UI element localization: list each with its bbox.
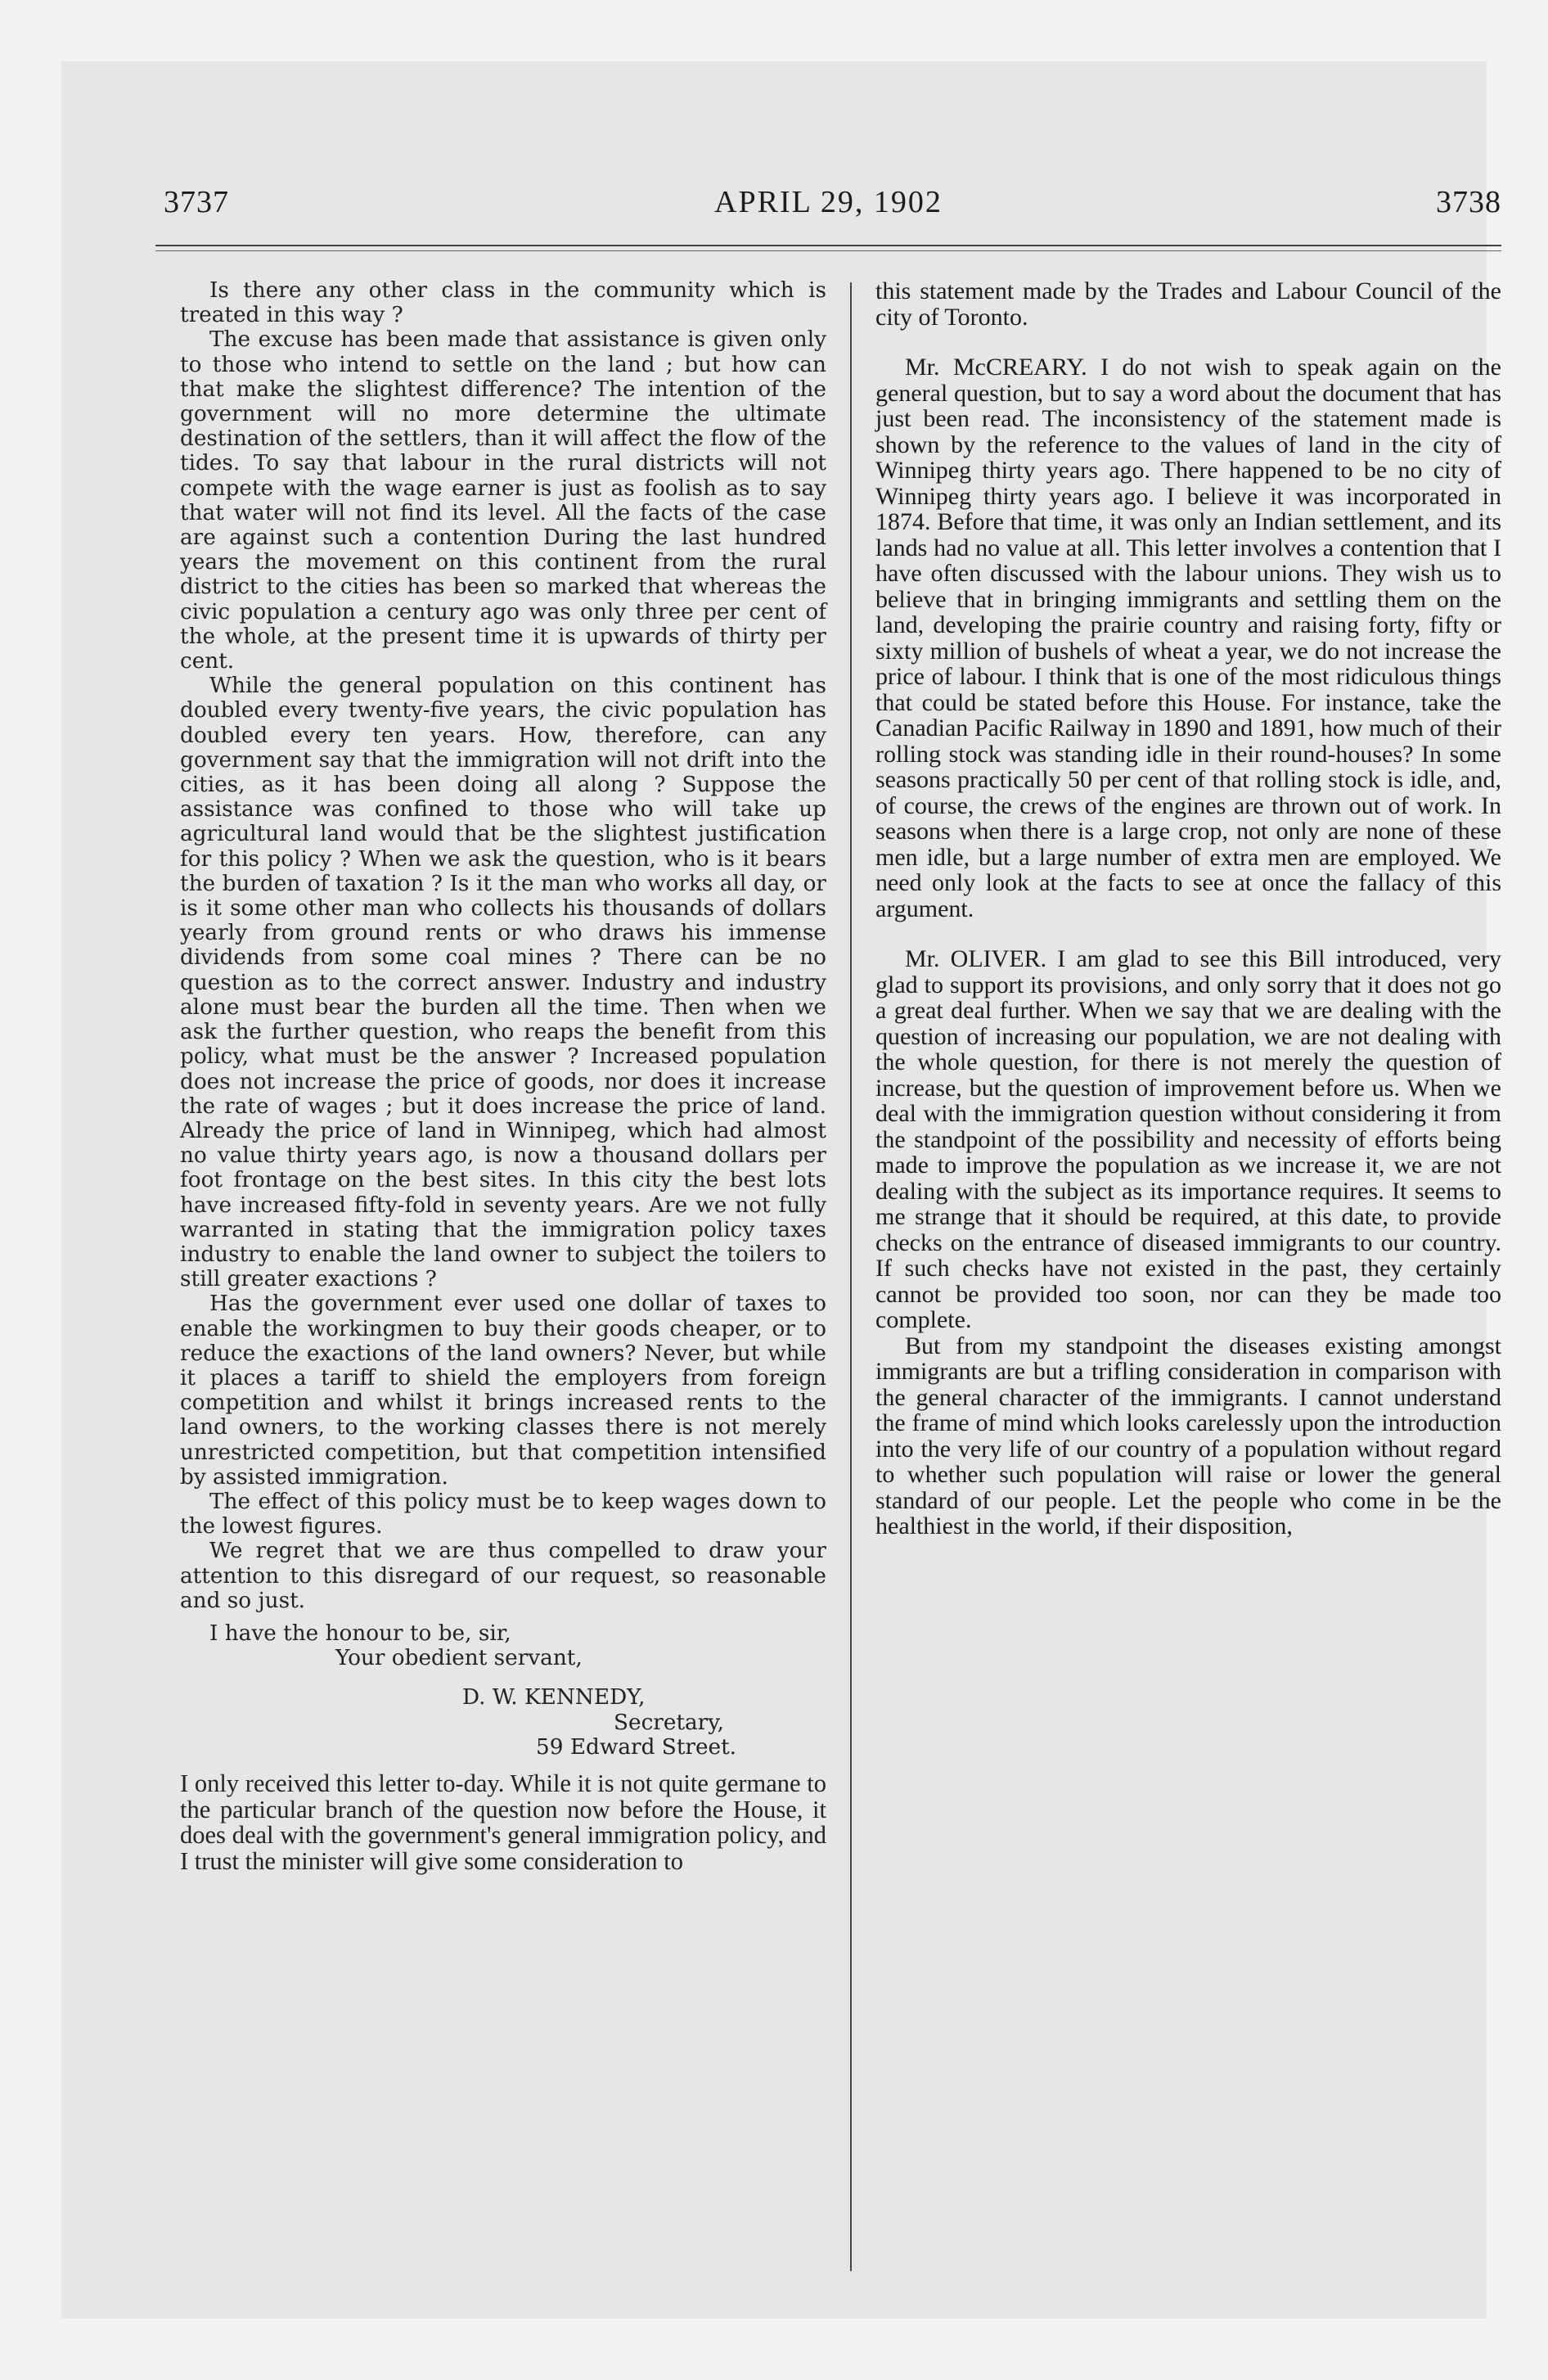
header-rule-thick: [155, 245, 1501, 246]
left-paragraph-3: While the general population on this continent has doubled every twenty-five years, the civic population has doubled every ten years. How, therefore, can any government say that the immigration will not drift into the cities, as it has been doing all along ? Suppose the assistance was confined to those who will take up agricultural land would that be the slightest justification for this policy ? When we ask the question, who is it bears the burden of taxation ? Is it the man who works all day, or is it some other man who collects his thousands of dollars yearly from ground rents or who draws his immense dividends from some coal mines ? There can be no question as to the correct answer. Industry and industry alone must bear the burden all the time. Then when we ask the further question, who reaps the benefit from this policy, what must be the answer ? Increased population does not increase the price of goods, nor does it increase the rate of wages ; but it does increase the price of land. Already the price of land in Winnipeg, which had almost no value thirty years ago, is now a thousand dollars per foot frontage on the best sites. In this city the best lots have increased fifty-fold in seventy years. Are we not fully warranted in stating that the immigration policy taxes industry to enable the land owner to subject the toilers to still greater exactions ?: [180, 674, 826, 1292]
left-paragraph-5: The effect of this policy must be to keep wages down to the lowest figures.: [180, 1489, 826, 1539]
left-column: [180, 278, 826, 1874]
right-paragraph-1: this statement made by the Trades and Labour Council of the city of Toronto.: [875, 277, 1501, 331]
right-paragraph-2: Mr. McCREARY. I do not wish to speak again on the general question, but to say a word about the document that has just been read. The inconsistency of the statement made is shown by the reference to the values of land in the city of Winnipeg thirty years ago. There happened to be no city of Winnipeg thirty years ago. I believe it was incorporated in 1874. Before that time, it was only an Indian settlement, and its lands had no value at all. This letter involves a contention that I have often discussed with the labour unions. They wish us to believe that in bringing immigrants and settling them on the land, developing the prairie country and raising forty, fifty or sixty million of bushels of wheat a year, we do not increase the price of labour. I think that is one of the most ridiculous things that could be stated before this House. For instance, take the Canadian Pacific Railway in 1890 and 1891, how much of their rolling stock was standing idle in their round-houses? In some seasons practically 50 per cent of that rolling stock is idle, and, of course, the crews of the engines are thrown out of work. In seasons when there is a large crop, not only are none of these men idle, but a large number of extra men are employed. We need only look at the facts to see at once the fallacy of this argument.: [875, 354, 1501, 922]
column-divider: [850, 282, 852, 2271]
hansard-page: [155, 184, 1501, 2271]
page-date: APRIL 29, 1902: [714, 185, 943, 219]
signature-title: Secretary,: [614, 1710, 724, 1735]
scanned-page: [61, 61, 1501, 2319]
closing-line-1: I have the honour to be, sir,: [209, 1620, 511, 1646]
left-page-number: 3737: [164, 185, 229, 219]
page-header: [155, 184, 1501, 233]
right-paragraph-3: Mr. OLIVER. I am glad to see this Bill introduced, very glad to support its provisions, and only sorry that it does not go a great deal further. When we say that we are dealing with the question of increasing our population, we are not dealing with the whole question, for there is not merely the question of increase, but the question of improvement before us. When we deal with the immigration question without considering it from the standpoint of the possibility and necessity of efforts being made to improve the population as we increase it, we are not dealing with the subject as its importance requires. It seems to me strange that it should be required, at this date, to provide checks on the entrance of diseased immigrants to our country. If such checks have not existed in the past, they certainly cannot be provided too soon, nor can they be made too complete.: [875, 945, 1501, 1333]
left-paragraph-7: I only received this letter to-day. While it is not quite germane to the particular branch of the question now before the House, it does deal with the government's general immigration policy, and I trust the minister will give some consideration to: [180, 1769, 826, 1875]
left-paragraph-2: The excuse has been made that assistance is given only to those who intend to settle on the land ; but how can that make the slightest difference? The intention of the government will no more determine the ultimate destination of the settlers, than it will affect the flow of the tides. To say that labour in the rural districts will not compete with the wage earner is just as foolish as to say that water will not find its level. All the facts of the case are against such a contention During the last hundred years the movement on this continent from the rural district to the cities has been so marked that whereas the civic population a century ago was only three per cent of the whole, at the present time it is upwards of thirty per cent.: [180, 327, 826, 674]
right-page-number: 3738: [1436, 185, 1501, 219]
right-column: [875, 278, 1501, 1539]
left-paragraph-1: Is there any other class in the community which is treated in this way ?: [180, 278, 826, 328]
right-paragraph-4: But from my standpoint the diseases existing amongst immigrants are but a trifling consideration in comparison with the general character of the immigrants. I cannot understand the frame of mind which looks carelessly upon the introduction into the very life of our country of a population without regard to whether such population will raise or lower the general standard of our people. Let the people who come in be the healthiest in the world, if their disposition,: [875, 1332, 1501, 1539]
signature-name: D. W. KENNEDY,: [462, 1685, 646, 1711]
letter-closing: [180, 1621, 826, 1760]
header-rule-thin: [155, 250, 1501, 251]
left-paragraph-6: We regret that we are thus compelled to draw your attention to this disregard of our request, so reasonable and so just.: [180, 1539, 826, 1613]
left-paragraph-4: Has the government ever used one dollar of taxes to enable the workingmen to buy their goods cheaper, or to reduce the exactions of the land owners? Never, but while it places a tariff to shield the employers from foreign competition and whilst it brings increased rents to the land owners, to the working classes there is not merely unrestricted competition, but that competition intensified by assisted immigration.: [180, 1291, 826, 1490]
closing-line-2: Your obedient servant,: [335, 1646, 583, 1671]
signature-address: 59 Edward Street.: [536, 1734, 737, 1760]
